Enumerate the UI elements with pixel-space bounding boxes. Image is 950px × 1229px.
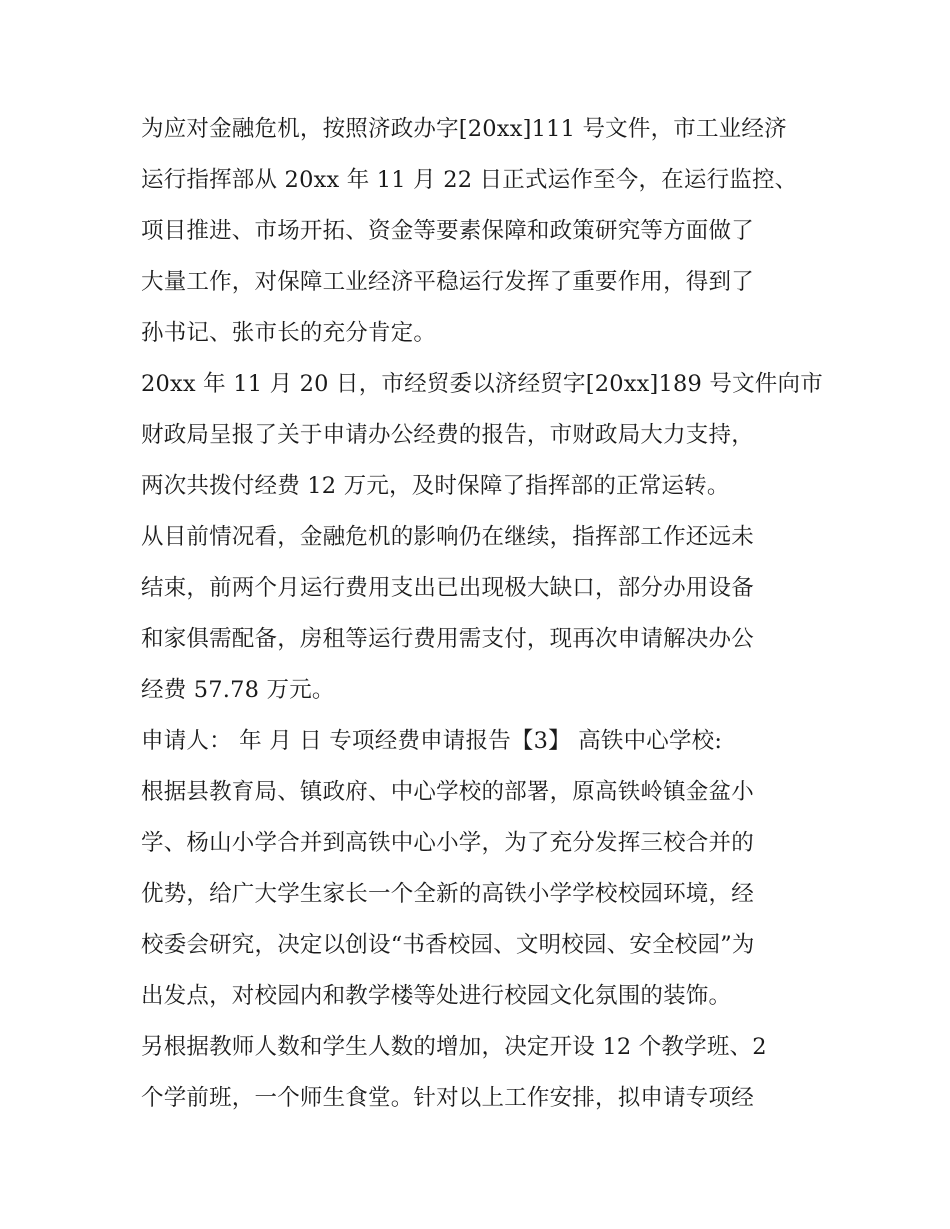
text-line: 20xx 年 11 月 20 日，市经贸委以济经贸字[20xx]189 号文件向市	[141, 371, 823, 397]
text-line: 为应对金融危机，按照济政办字[20xx]111 号文件，市工业经济	[141, 116, 787, 142]
text-line: 根据县教育局、镇政府、中心学校的部署，原高铁岭镇金盆小	[141, 779, 754, 805]
text-line: 大量工作，对保障工业经济平稳运行发挥了重要作用，得到了	[141, 269, 754, 295]
text-line: 学、杨山小学合并到高铁中心小学，为了充分发挥三校合并的	[141, 830, 754, 856]
text-line: 个学前班，一个师生食堂。针对以上工作安排，拟申请专项经	[141, 1085, 754, 1111]
text-line: 项目推进、市场开拓、资金等要素保障和政策研究等方面做了	[141, 218, 754, 244]
text-line: 经费 57.78 万元。	[141, 677, 335, 703]
text-line: 两次共拨付经费 12 万元，及时保障了指挥部的正常运转。	[141, 473, 730, 499]
text-line: 财政局呈报了关于申请办公经费的报告，市财政局大力支持，	[141, 422, 754, 448]
text-line: 从目前情况看，金融危机的影响仍在继续，指挥部工作还远未	[141, 524, 754, 550]
text-line: 出发点，对校园内和教学楼等处进行校园文化氛围的装饰。	[141, 983, 732, 1009]
document-body	[141, 104, 823, 1124]
text-line: 优势，给广大学生家长一个全新的高铁小学学校校园环境，经	[141, 881, 754, 907]
text-line: 运行指挥部从 20xx 年 11 月 22 日正式运作至今，在运行监控、	[141, 167, 798, 193]
text-line: 校委会研究，决定以创设“书香校园、文明校园、安全校园”为	[141, 932, 755, 958]
text-line: 另根据教师人数和学生人数的增加，决定开设 12 个教学班、2	[141, 1034, 767, 1060]
text-line: 和家俱需配备，房租等运行费用需支付，现再次申请解决办公	[141, 626, 754, 652]
text-line: 结束，前两个月运行费用支出已出现极大缺口，部分办用设备	[141, 575, 754, 601]
text-line: 申请人： 年 月 日 专项经费申请报告【3】 高铁中心学校:	[141, 728, 723, 754]
text-line: 孙书记、张市长的充分肯定。	[141, 320, 437, 346]
